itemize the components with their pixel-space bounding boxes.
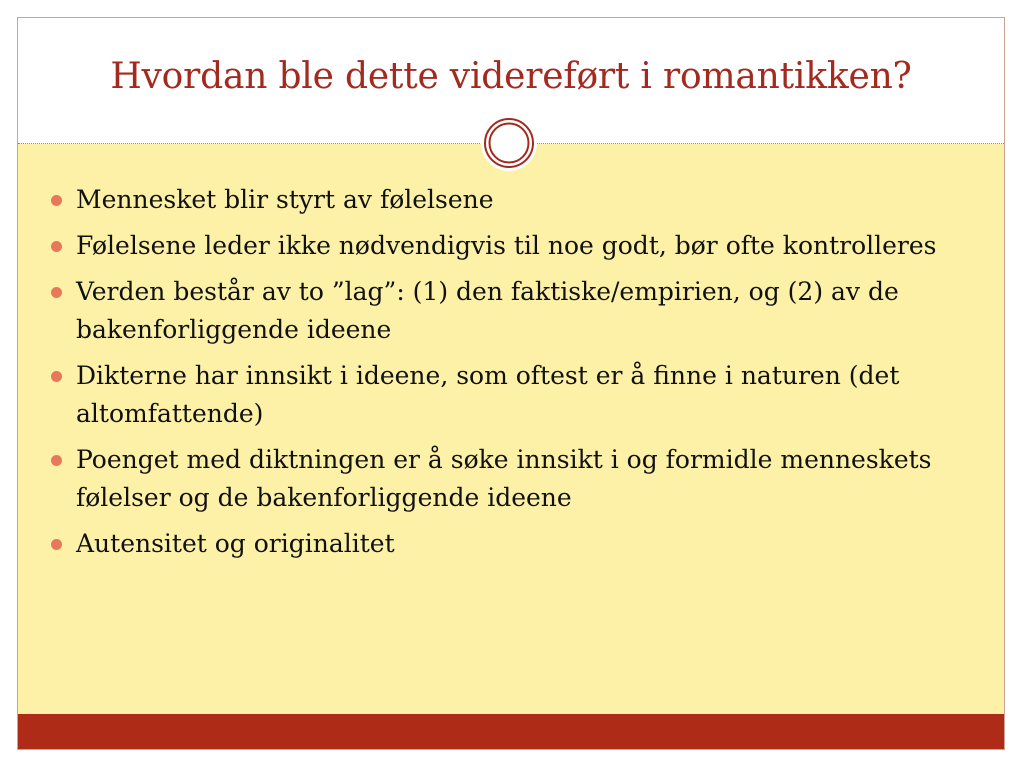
bullet-list: [50, 181, 950, 571]
bullet-item: [50, 273, 950, 349]
bullet-icon: [51, 287, 62, 298]
slide: [17, 17, 1005, 750]
bullet-text: Følelsene leder ikke nødvendigvis til noe godt, bør ofte kontrolleres: [76, 231, 937, 260]
bullet-item: [50, 227, 950, 265]
bullet-item: [50, 441, 950, 517]
bullet-icon: [51, 539, 62, 550]
bullet-item: [50, 525, 950, 563]
bullet-text: Poenget med diktningen er å søke innsikt i og formidle menneskets følelser og de bakenforliggende ideene: [76, 445, 932, 512]
bullet-text: Verden består av to ”lag”: (1) den faktiske/empirien, og (2) av de bakenforliggende ideene: [76, 277, 899, 344]
slide-title: Hvordan ble dette videreført i romantikken?: [110, 56, 912, 97]
bullet-text: Dikterne har innsikt i ideene, som oftest er å finne i naturen (det altomfattende): [76, 361, 900, 428]
bullet-text: Autensitet og originalitet: [76, 529, 395, 558]
bullet-item: [50, 181, 950, 219]
bullet-icon: [51, 241, 62, 252]
bullet-text: Mennesket blir styrt av følelsene: [76, 185, 494, 214]
footer-bar: [18, 714, 1004, 749]
bullet-icon: [51, 371, 62, 382]
bullet-item: [50, 357, 950, 433]
bullet-icon: [51, 195, 62, 206]
double-ring-ornament-icon: [481, 115, 537, 171]
bullet-icon: [51, 455, 62, 466]
